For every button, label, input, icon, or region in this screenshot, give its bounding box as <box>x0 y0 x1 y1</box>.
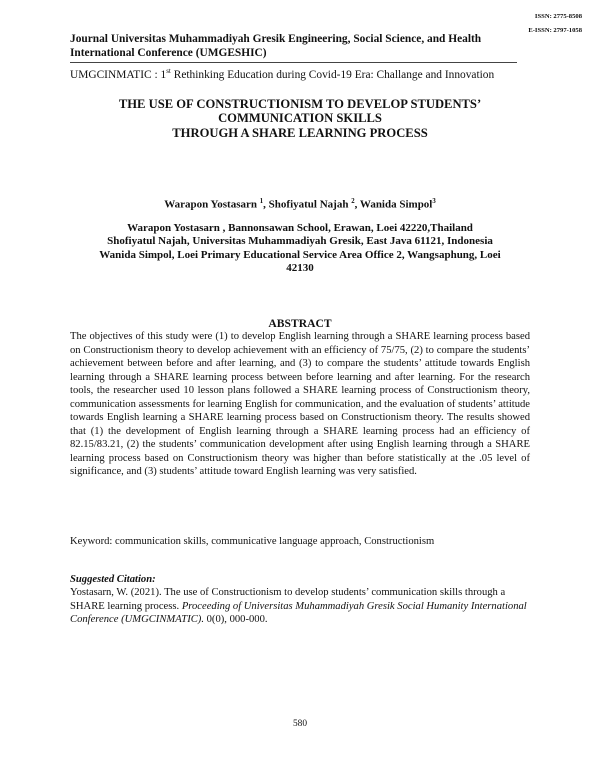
affiliations <box>70 222 530 276</box>
title-line: COMMUNICATION SKILLS <box>218 111 382 126</box>
citation-text <box>70 586 530 627</box>
citation-body: Yostasarn, W. (2021). The use of Constructionism to develop students’ communication skills through a SHARE learning process. <box>70 587 506 612</box>
title-line: THE USE OF CONSTRUCTIONISM TO DEVELOP STUDENTS’ <box>118 97 482 111</box>
paper-title <box>70 97 530 140</box>
conference-prefix: UMGCINMATIC : 1 <box>70 68 167 81</box>
author-name: Shofiyatul Najah <box>268 198 349 211</box>
ordinal-suffix: st <box>166 67 171 75</box>
e-issn: E-ISSN: 2797-1058 <box>528 27 582 34</box>
title-line: THROUGH A SHARE LEARNING PROCESS <box>172 125 428 140</box>
header-divider <box>70 62 517 63</box>
author-separator: , <box>354 198 360 211</box>
citation-pages: 0(0), 000-000. <box>203 614 268 625</box>
author-name: Wanida Simpol <box>359 198 433 211</box>
journal-name: Journal Universitas Muhammadiyah Gresik Engineering, Social Science, and Health International Conference (UMGESHIC) <box>70 33 482 59</box>
issn: ISSN: 2775-8508 <box>534 13 582 20</box>
conference-line <box>70 64 530 82</box>
affiliation-line: Shofiyatul Najah, Universitas Muhammadiyah Gresik, East Java 61121, Indonesia <box>107 235 493 248</box>
affiliation-line: Wanida Simpol, Loei Primary Educational Service Area Office 2, Wangsaphung, Loei <box>99 248 501 261</box>
abstract-heading: ABSTRACT <box>268 317 332 330</box>
author-separator: , <box>263 198 269 211</box>
author-name: Warapon Yostasarn <box>164 198 258 211</box>
citation-label: Suggested Citation: <box>70 574 156 585</box>
author-affil-mark: 2 <box>351 198 355 205</box>
author-list <box>70 195 530 212</box>
author-affil-mark: 3 <box>432 198 436 205</box>
abstract-body: The objectives of this study were (1) to develop English learning through a SHARE learning process based on Constructionism theory to develop achievement with an efficiency of 75/75, (2) to compare the students’ achievement between before and after learning, and (3) to compare the students’ attitude towards English learning through a SHARE learning process between before learning and after learning. For the research tools, the researcher used 10 lesson plans followed a SHARE learning process of Constructionism theory, communication assessments for learning English for communication, and the evaluation of students’ attitude towards English learning a SHARE learning process based on Constructionism theory. The results showed that (1) the development of English learning through a SHARE learning process had an efficiency of 82.15/83.21, (2) the students’ communication development after using English learning through a SHARE learning process based on Constructionism theory was higher than before statistically at the .05 level of significance, and (3) students’ attitude toward English learning was very satisfied. <box>70 331 530 478</box>
affiliation-line: 42130 <box>286 262 314 275</box>
affiliation-line: Warapon Yostasarn , Bannonsawan School, Erawan, Loei 42220,Thailand <box>127 222 473 234</box>
keywords: Keyword: communication skills, communicative language approach, Constructionism <box>70 536 435 547</box>
page-number: 580 <box>292 719 308 729</box>
conference-title: Rethinking Education during Covid-19 Era: Challange and Innovation <box>170 68 495 81</box>
citation-venue: Proceeding of Universitas Muhammadiyah Gresik Social Humanity International Conference (UMGCINMATIC). <box>70 600 527 625</box>
author-affil-mark: 1 <box>259 198 264 205</box>
